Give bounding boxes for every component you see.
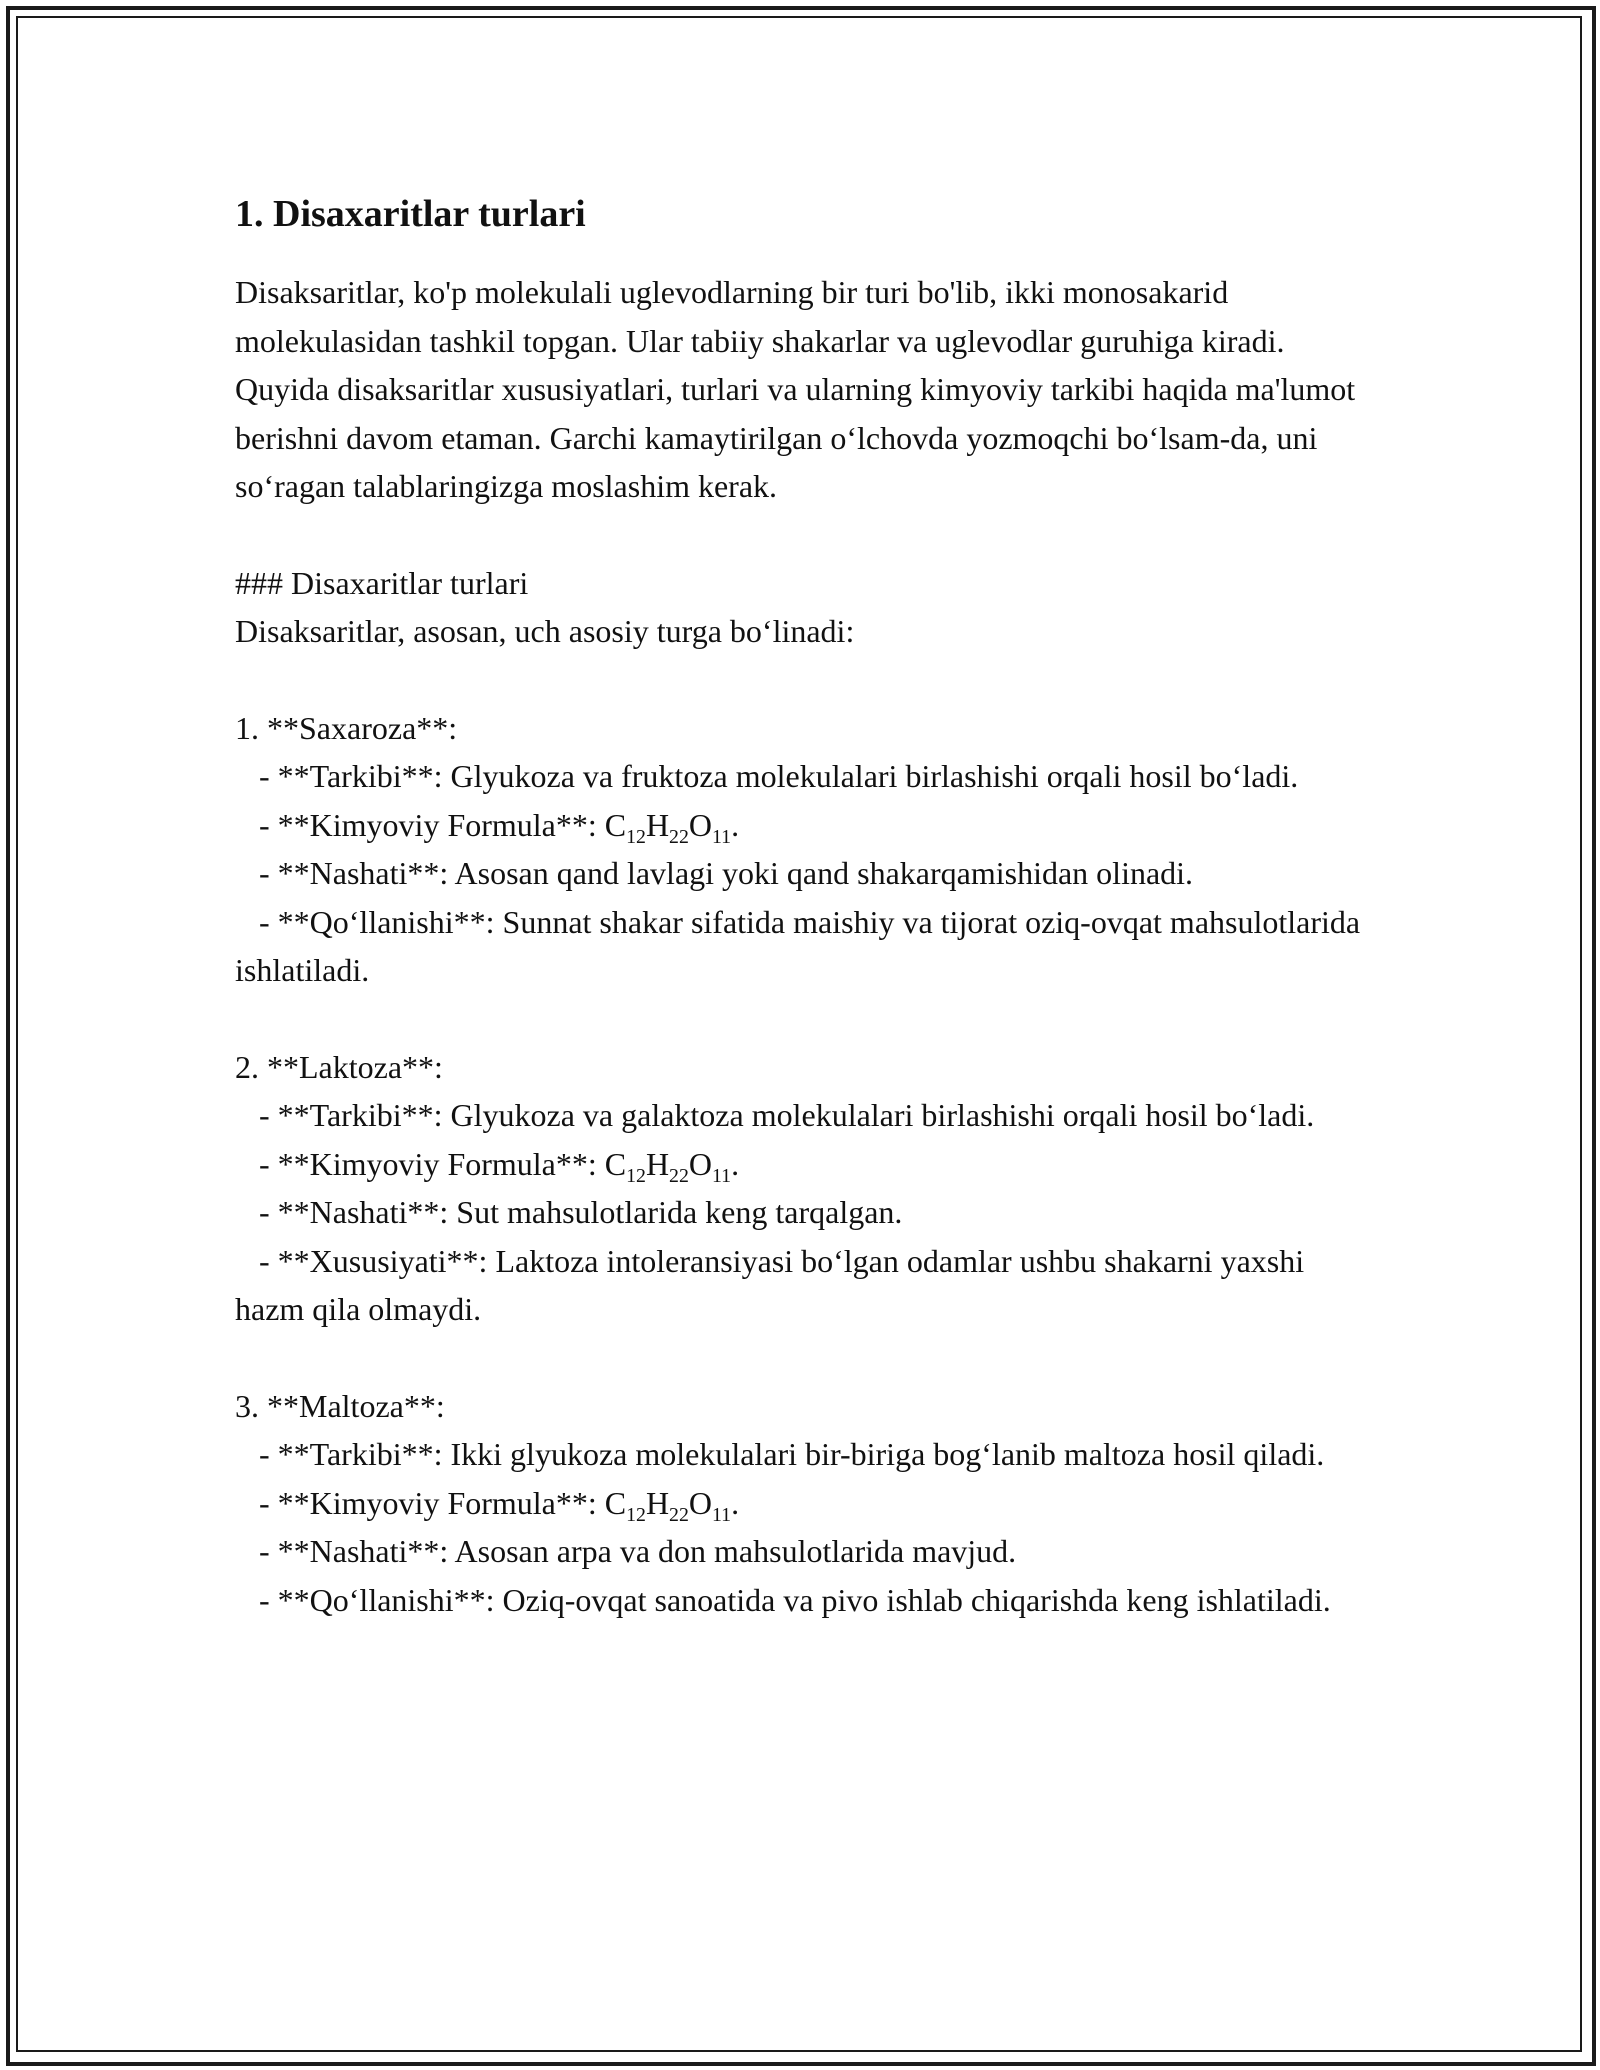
list-item [235,1043,1370,1334]
item-extra: - **Xususiyati**: Laktoza intoleransiyasi bo‘lgan odamlar ushbu shakarni yaxshi hazm qila olmaydi. [235,1242,1313,1327]
item-composition: - **Tarkibi**: Glyukoza va fruktoza molekulalari birlashishi orqali hosil bo‘ladi. [235,758,1299,794]
item-extra: - **Qo‘llanishi**: Sunnat shakar sifatida maishiy va tijorat oziq-ovqat mahsulotlarida ishlatiladi. [235,903,1369,988]
section-heading: 1. Disaxaritlar turlari [235,193,586,235]
item-extra: - **Qo‘llanishi**: Oziq-ovqat sanoatida va pivo ishlab chiqarishda keng ishlatiladi. [235,1581,1331,1618]
item-source: - **Nashati**: Sut mahsulotlarida keng tarqalgan. [235,1194,903,1230]
intro-paragraph: Disaksaritlar, ko'p molekulali uglevodlarning bir turi bo'lib, ikki monosakarid molekulasidan tashkil topgan. Ular tabiiy shakarlar va uglevodlar guruhiga kiradi. Quyida disaksaritlar xususiyatlari, turlari va ularning kimyoviy tarkibi haqida ma'lumot berishni davom etaman. Garchi kamaytirilgan o‘lchovda yozmoqchi bo‘lsam-da, uni so‘ragan talablaringizga moslashim kerak. [235,274,1356,504]
item-source: - **Nashati**: Asosan arpa va don mahsulotlarida mavjud. [235,1533,1017,1569]
item-composition: - **Tarkibi**: Ikki glyukoza molekulalari bir-biriga bog‘lanib maltoza hosil qiladi. [235,1436,1325,1472]
item-title: 3. **Maltoza**: [235,1387,445,1424]
subheading-text: ### Disaxaritlar turlari [235,564,529,601]
item-title: 2. **Laktoza**: [235,1048,443,1085]
item-source: - **Nashati**: Asosan qand lavlagi yoki qand shakarqamishidan olinadi. [235,855,1194,891]
item-formula: - **Kimyoviy Formula**: $C_{12}H_{22}O_{11}$. [235,1145,740,1187]
document-body [235,186,1370,1624]
item-formula: - **Kimyoviy Formula**: $C_{12}H_{22}O_{11}$. [235,1484,740,1526]
item-title: 1. **Saxaroza**: [235,709,458,746]
item-composition: - **Tarkibi**: Glyukoza va galaktoza molekulalari birlashishi orqali hosil bo‘ladi. [235,1097,1315,1133]
item-formula: - **Kimyoviy Formula**: $C_{12}H_{22}O_{11}$. [235,806,740,848]
lead-text: Disaksaritlar, asosan, uch asosiy turga bo‘linadi: [235,613,855,649]
list-item [235,1382,1370,1625]
list-item [235,704,1370,995]
